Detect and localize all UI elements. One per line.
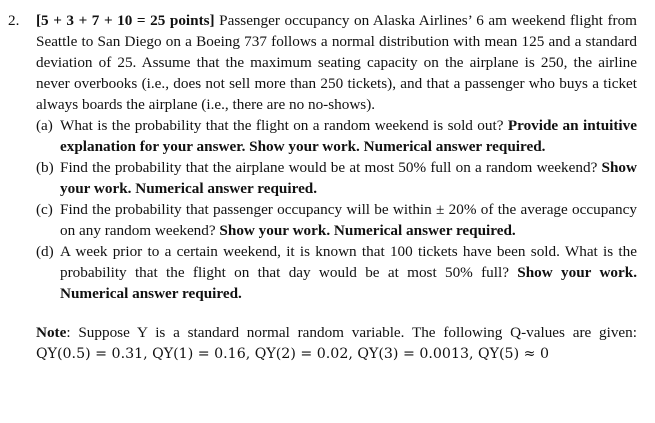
parts-list	[36, 115, 637, 304]
part-label: (a)	[36, 117, 53, 134]
problem-statement	[36, 10, 637, 115]
problem-2	[8, 10, 637, 304]
part-bold-instruction: Show your work. Numerical answer required.	[219, 222, 516, 239]
part-a	[36, 115, 637, 157]
part-text: A week prior to a certain weekend, it is known that 100 tickets have been sold. What is the probability that the flight on that day would be at most 50% full?	[60, 243, 637, 281]
problem-number: 2.	[8, 12, 20, 29]
part-c	[36, 199, 637, 241]
part-bold-instruction: Provide an intuitive explanation for your answer. Show your work. Numerical answer required.	[60, 117, 637, 155]
part-label: (c)	[36, 201, 53, 218]
note	[36, 322, 637, 365]
problem-statement-text: Passenger occupancy on Alaska Airlines’ 6 am weekend flight from Seattle to San Diego on a Boeing 737 follows a normal distribution with mean 125 and a standard deviation of 25. Assume that the maximum seating capacity on the airplane is 250, the airline never overbooks (i.e., does not sell more than 250 tickets), and that a passenger who buys a ticket always boards the airplane (i.e., there are no no-shows).	[36, 12, 637, 113]
part-bold-instruction: Show your work. Numerical answer required.	[60, 159, 637, 197]
part-bold-instruction: Show your work. Numerical answer required.	[60, 264, 637, 302]
part-b	[36, 157, 637, 199]
note-text: : Suppose Y is a standard normal random variable. The following Q-values are given:	[66, 324, 637, 341]
problem-points: [5 + 3 + 7 + 10 = 25 points]	[36, 12, 215, 29]
q-values: QY(0.5) = 0.31, QY(1) = 0.16, QY(2) = 0.02, QY(3) = 0.0013, QY(5) ≈ 0	[36, 346, 550, 362]
note-label: Note	[36, 324, 67, 341]
part-d	[36, 241, 637, 304]
problem-body	[36, 10, 637, 304]
part-text: Find the probability that passenger occupancy will be within ± 20% of the average occupancy on any random weekend?	[60, 201, 637, 239]
part-label: (d)	[36, 243, 54, 260]
part-text: What is the probability that the flight on a random weekend is sold out?	[60, 117, 508, 134]
part-text: Find the probability that the airplane would be at most 50% full on a random weekend?	[60, 159, 602, 176]
part-label: (b)	[36, 159, 54, 176]
